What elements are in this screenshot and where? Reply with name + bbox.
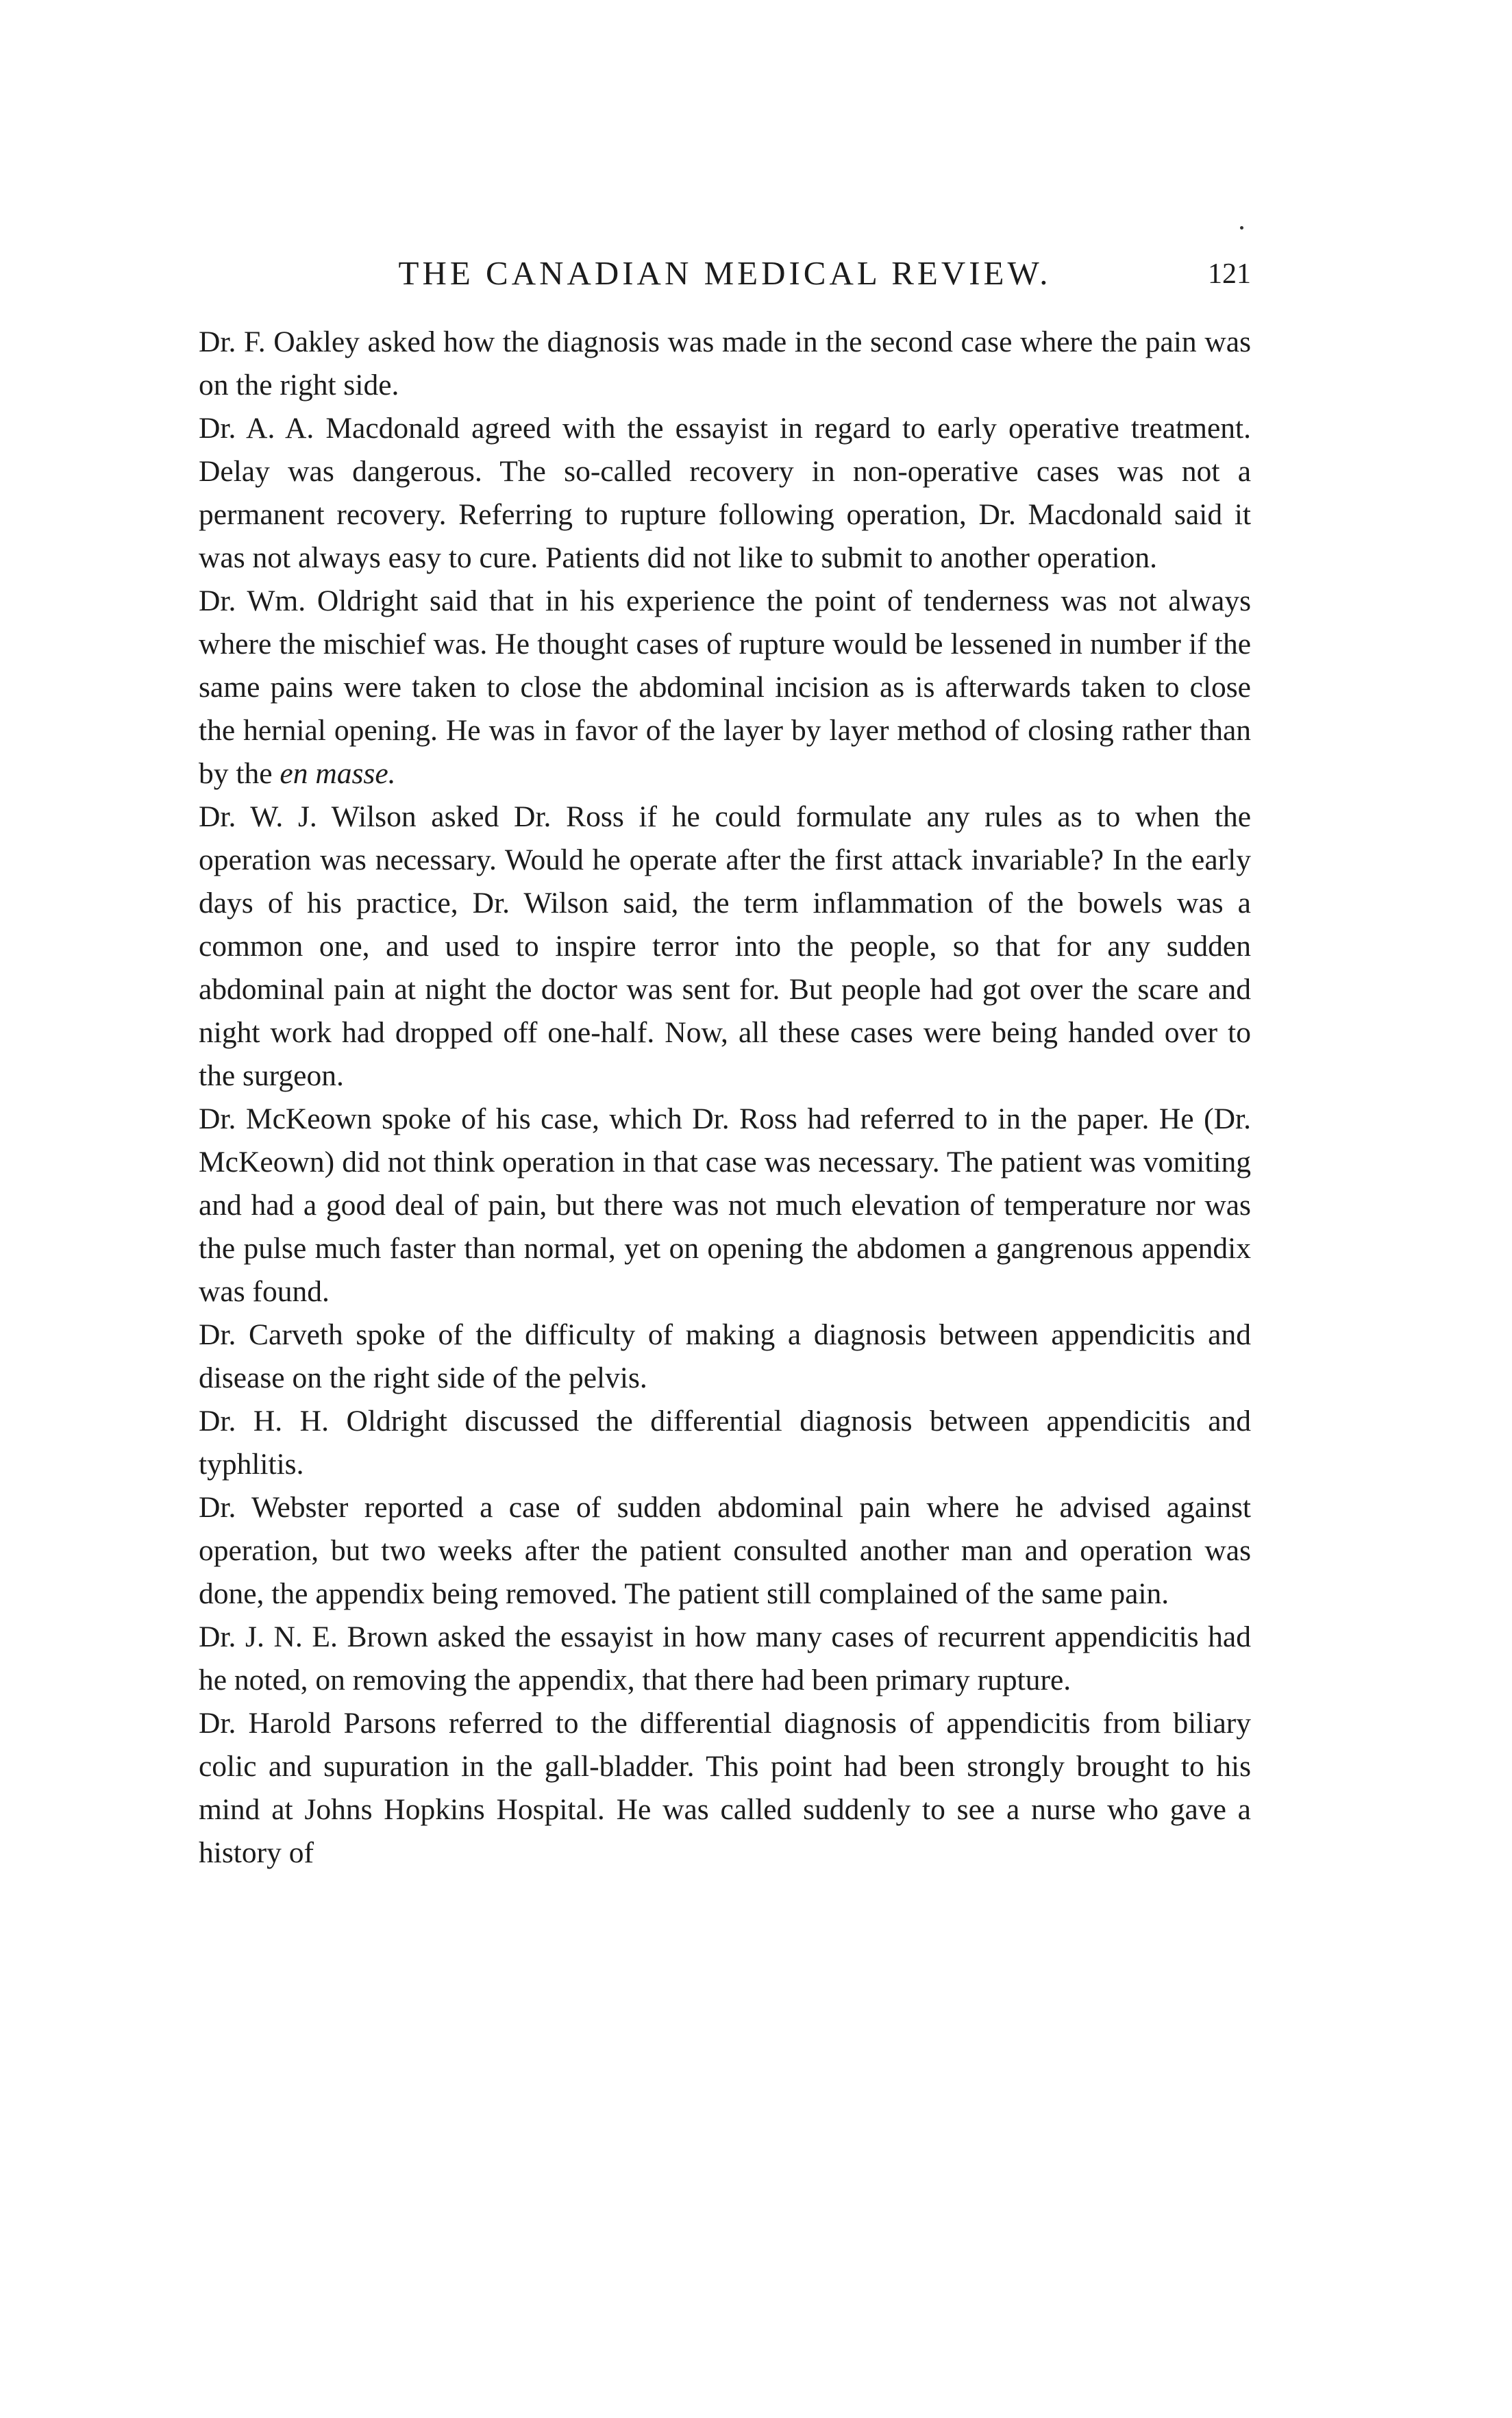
paragraph-wm-oldright (199, 580, 1251, 795)
paragraph-oakley: Dr. F. Oakley asked how the diagnosis was made in the second case where the pain was on the right side. (199, 325, 1251, 402)
paragraph-webster: Dr. Webster reported a case of sudden abdominal pain where he advised against operation, but two weeks after the patient consulted another man and operation was done, the appendix being removed. The patient still complained of the same pain. (199, 1491, 1251, 1610)
body-text (199, 321, 1251, 1875)
paragraph-hh-oldright: Dr. H. H. Oldright discussed the differential diagnosis between appendicitis and typhlitis. (199, 1405, 1251, 1481)
running-title: THE CANADIAN MEDICAL REVIEW. (398, 254, 1052, 292)
page-mark (1240, 226, 1243, 230)
page-header (199, 254, 1251, 301)
paragraph-macdonald: Dr. A. A. Macdonald agreed with the essayist in regard to early operative treatment. Delay was dangerous. The so-called recovery in non-operative cases was not a permanent recovery. Referring to rupture following operation, Dr. Macdonald said it was not always easy to cure. Patients did not like to submit to another operation. (199, 412, 1251, 574)
paragraph-brown: Dr. J. N. E. Brown asked the essayist in how many cases of recurrent appendicitis had he noted, on removing the appendix, that there had been primary rupture. (199, 1620, 1251, 1697)
paragraph-wilson: Dr. W. J. Wilson asked Dr. Ross if he could formulate any rules as to when the operation was necessary. Would he operate after the first attack invariable? In the early days of his practice, Dr. Wilson said, the term inflammation of the bowels was a common one, and used to inspire terror into the people, so that for any sudden abdominal pain at night the doctor was sent for. But people had got over the scare and night work had dropped off one-half. Now, all these cases were being handed over to the surgeon. (199, 800, 1251, 1092)
italic-phrase: en masse. (280, 757, 396, 790)
paragraph-carveth: Dr. Carveth spoke of the difficulty of making a diagnosis between appendicitis and disease on the right side of the pelvis. (199, 1318, 1251, 1394)
paragraph-wm-oldright-text: Dr. Wm. Oldright said that in his experience the point of tenderness was not always where the mischief was. He thought cases of rupture would be lessened in number if the same pains were taken to close the abdominal incision as is afterwards taken to close the hernial opening. He was in favor of the layer by layer method of closing rather than by the (199, 584, 1251, 790)
paragraph-parsons: Dr. Harold Parsons referred to the differential diagnosis of appendicitis from biliary colic and supuration in the gall-bladder. This point had been strongly brought to his mind at Johns Hopkins Hospital. He was called suddenly to see a nurse who gave a history of (199, 1707, 1251, 1869)
paragraph-mckeown: Dr. McKeown spoke of his case, which Dr. Ross had referred to in the paper. He (Dr. McKeown) did not think operation in that case was necessary. The patient was vomiting and had a good deal of pain, but there was not much elevation of temperature nor was the pulse much faster than normal, yet on opening the abdomen a gangrenous appendix was found. (199, 1102, 1251, 1308)
page-number: 121 (1208, 258, 1251, 290)
